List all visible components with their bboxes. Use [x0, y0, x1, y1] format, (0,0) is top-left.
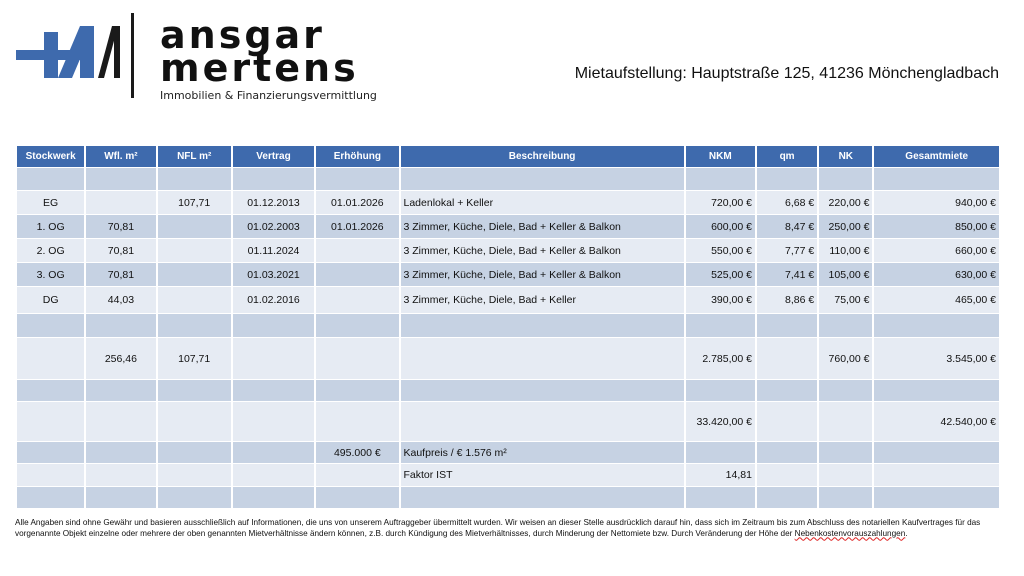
col-header: Wfl. m² — [86, 146, 155, 167]
total-nkm: 2.785,00 € — [686, 338, 755, 379]
cell-stockwerk: 3. OG — [17, 263, 84, 286]
cell-erhoehung: 01.01.2026 — [316, 215, 398, 238]
disclaimer-end: . — [905, 528, 908, 538]
cell-gesamt: 850,00 € — [874, 215, 999, 238]
cell-nk: 105,00 € — [819, 263, 872, 286]
cell-wfl: 70,81 — [86, 215, 155, 238]
cell-wfl: 44,03 — [86, 287, 155, 313]
brand-subtitle: Immobilien & Finanzierungsvermittlung — [160, 89, 377, 102]
totals-row — [17, 338, 999, 379]
spacer-row — [17, 487, 999, 508]
table-row — [17, 215, 999, 238]
cell-stockwerk: DG — [17, 287, 84, 313]
cell-stockwerk: 1. OG — [17, 215, 84, 238]
total-nfl: 107,71 — [158, 338, 231, 379]
cell-qm: 6,68 € — [757, 191, 817, 214]
cell-gesamt: 660,00 € — [874, 239, 999, 262]
col-header: NK — [819, 146, 872, 167]
cell-erhoehung: 01.01.2026 — [316, 191, 398, 214]
kaufpreis-row — [17, 442, 999, 463]
cell-nfl: 107,71 — [158, 191, 231, 214]
total-gesamt: 3.545,00 € — [874, 338, 999, 379]
kaufpreis-label: Kaufpreis / € 1.576 m² — [401, 442, 684, 463]
cell-gesamt: 630,00 € — [874, 263, 999, 286]
total-nk: 760,00 € — [819, 338, 872, 379]
cell-nkm: 390,00 € — [686, 287, 755, 313]
spacer-row — [17, 314, 999, 337]
brand-name — [160, 13, 359, 90]
cell-nkm: 525,00 € — [686, 263, 755, 286]
cell-qm: 8,86 € — [757, 287, 817, 313]
disclaimer — [15, 518, 1005, 539]
cell-erhoehung — [316, 239, 398, 262]
table-row — [17, 239, 999, 262]
cell-beschreibung: 3 Zimmer, Küche, Diele, Bad + Keller & Balkon — [401, 263, 684, 286]
cell-nk: 220,00 € — [819, 191, 872, 214]
cell-qm: 7,77 € — [757, 239, 817, 262]
cell-erhoehung — [316, 287, 398, 313]
cell-vertrag: 01.11.2024 — [233, 239, 314, 262]
col-header: Stockwerk — [17, 146, 84, 167]
cell-beschreibung: 3 Zimmer, Küche, Diele, Bad + Keller — [401, 287, 684, 313]
cell-vertrag: 01.02.2003 — [233, 215, 314, 238]
cell-vertrag: 01.03.2021 — [233, 263, 314, 286]
cell-nk: 110,00 € — [819, 239, 872, 262]
cell-wfl: 70,81 — [86, 263, 155, 286]
cell-nk: 250,00 € — [819, 215, 872, 238]
cell-nfl — [158, 215, 231, 238]
company-logo — [14, 10, 394, 100]
cell-nkm: 550,00 € — [686, 239, 755, 262]
annual-nkm: 33.420,00 € — [686, 402, 755, 441]
cell-vertrag: 01.02.2016 — [233, 287, 314, 313]
cell-nkm: 600,00 € — [686, 215, 755, 238]
col-header: Vertrag — [233, 146, 314, 167]
col-header: Gesamtmiete — [874, 146, 999, 167]
cell-vertrag: 01.12.2013 — [233, 191, 314, 214]
cell-nkm: 720,00 € — [686, 191, 755, 214]
am-monogram-icon — [14, 10, 149, 100]
cell-erhoehung — [316, 263, 398, 286]
faktor-row — [17, 464, 999, 486]
col-header: qm — [757, 146, 817, 167]
cell-wfl — [86, 191, 155, 214]
cell-beschreibung: Ladenlokal + Keller — [401, 191, 684, 214]
brand-name-line2: mertens — [160, 46, 359, 90]
annual-gesamt: 42.540,00 € — [874, 402, 999, 441]
cell-nk: 75,00 € — [819, 287, 872, 313]
document-title: Mietaufstellung: Hauptstraße 125, 41236 Mönchengladbach — [574, 65, 999, 82]
table-row — [17, 191, 999, 214]
annual-row — [17, 402, 999, 441]
faktor-label: Faktor IST — [401, 464, 684, 486]
cell-stockwerk: 2. OG — [17, 239, 84, 262]
col-header: Beschreibung — [401, 146, 684, 167]
cell-qm: 8,47 € — [757, 215, 817, 238]
spacer-row — [17, 168, 999, 190]
cell-nfl — [158, 263, 231, 286]
cell-nfl — [158, 239, 231, 262]
kaufpreis-value: 495.000 € — [316, 442, 398, 463]
spacer-row — [17, 380, 999, 401]
cell-qm: 7,41 € — [757, 263, 817, 286]
table-row — [17, 263, 999, 286]
rent-table — [15, 145, 1001, 509]
col-header: NKM — [686, 146, 755, 167]
cell-beschreibung: 3 Zimmer, Küche, Diele, Bad + Keller & Balkon — [401, 239, 684, 262]
table-header — [17, 146, 999, 167]
disclaimer-text: Alle Angaben sind ohne Gewähr und basieren ausschließlich auf Informationen, die uns von unserem Auftraggeber übermittelt wurden. Wir weisen an dieser Stelle ausdrücklich darauf hin, dass sich im Zeitraum bis zum Abschluss des notariellen Kaufvertrages für das vorgenannte Objekt einzelne oder mehrere der oben genannten Mietverhältnisse ändern können, z.B. durch Kündigung des Mietverhältnisses, durch Minderung der Nettomiete bzw. Durch Veränderung der Höhe der — [15, 518, 981, 538]
table-row — [17, 287, 999, 313]
cell-wfl: 70,81 — [86, 239, 155, 262]
col-header: NFL m² — [158, 146, 231, 167]
cell-stockwerk: EG — [17, 191, 84, 214]
cell-beschreibung: 3 Zimmer, Küche, Diele, Bad + Keller & Balkon — [401, 215, 684, 238]
brand-name-line1: ansgar — [160, 13, 325, 57]
cell-gesamt: 465,00 € — [874, 287, 999, 313]
col-header: Erhöhung — [316, 146, 398, 167]
disclaimer-underlined-word: Nebenkostenvorauszahlungen — [794, 528, 906, 538]
cell-nfl — [158, 287, 231, 313]
total-wfl: 256,46 — [86, 338, 155, 379]
cell-gesamt: 940,00 € — [874, 191, 999, 214]
faktor-value: 14,81 — [686, 464, 755, 486]
